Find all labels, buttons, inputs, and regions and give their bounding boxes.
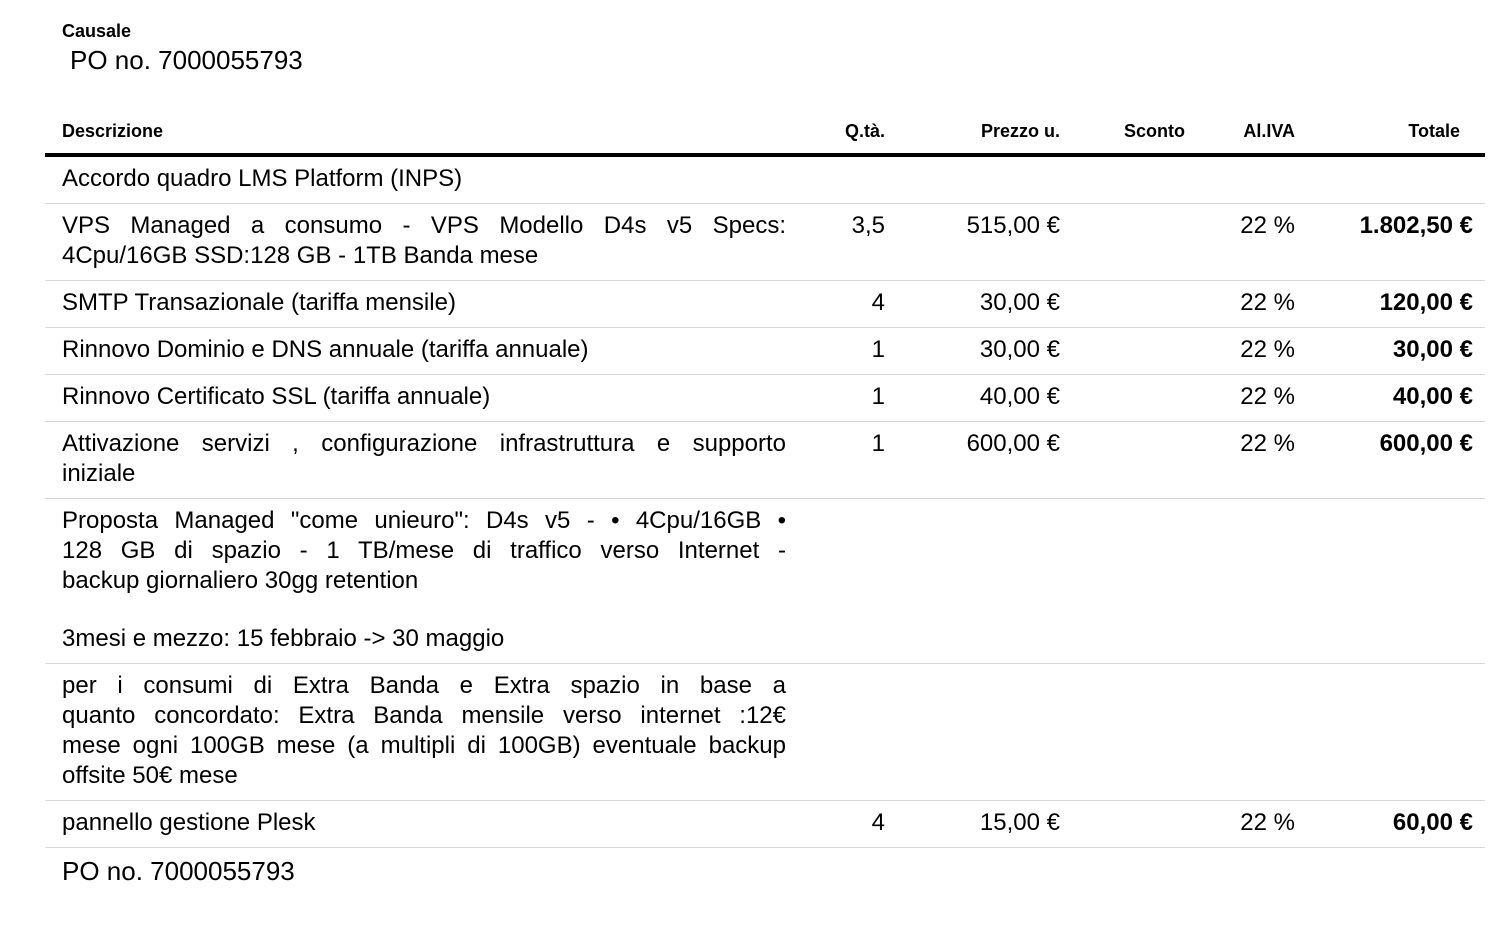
header-quantita: Q.tà. [844,121,885,141]
description-paragraph [62,382,786,412]
description-paragraph [62,624,786,654]
cell-descrizione [45,288,800,318]
cell-quantita: 1 [871,336,885,363]
description-line: pannello gestione Plesk [62,809,316,836]
description-paragraph [62,671,786,791]
description-paragraph [62,808,786,838]
causale-block [0,0,1496,76]
cell-aliquota-iva: 22 % [1240,212,1295,239]
description-line: mese ogni 100GB mese (a multipli di 100GB) eventuale backup [62,732,786,759]
cell-prezzo-unitario: 15,00 € [979,809,1060,836]
table-body [45,157,1485,848]
cell-descrizione [45,429,800,489]
header-aliquota-iva: Al.IVA [1243,121,1295,141]
cell-totale: 600,00 € [1379,430,1473,457]
cell-prezzo-unitario: 40,00 € [979,383,1060,410]
description-paragraph [62,506,786,596]
table-row [45,328,1485,375]
header-prezzo-unitario: Prezzo u. [980,121,1060,141]
cell-prezzo-unitario: 600,00 € [966,430,1060,457]
cell-quantita: 4 [871,289,885,316]
description-paragraph [62,211,786,271]
cell-totale: 60,00 € [1392,809,1473,836]
cell-quantita: 4 [871,809,885,836]
causale-po-number: PO no. 7000055793 [70,45,303,75]
cell-descrizione [45,808,800,838]
cell-quantita: 3,5 [851,212,885,239]
cell-totale: 120,00 € [1379,289,1473,316]
cell-descrizione [45,335,800,365]
table-row [45,157,1485,204]
description-line: per i consumi di Extra Banda e Extra spazio in base a [62,672,786,699]
description-line: 3mesi e mezzo: 15 febbraio -> 30 maggio [62,625,505,652]
description-line: Proposta Managed "come unieuro": D4s v5 - • 4Cpu/16GB • [62,507,786,534]
description-line: backup giornaliero 30gg retention [62,567,419,594]
description-paragraph [62,288,786,318]
description-paragraph [62,429,786,489]
description-line: VPS Managed a consumo - VPS Modello D4s v5 Specs: [62,212,786,239]
cell-descrizione [45,671,800,791]
cell-aliquota-iva: 22 % [1240,809,1295,836]
cell-quantita: 1 [871,383,885,410]
header-totale: Totale [1408,121,1460,141]
description-line: quanto concordato: Extra Banda mensile verso internet :12€ [62,702,786,729]
cell-aliquota-iva: 22 % [1240,336,1295,363]
cell-totale: 1.802,50 € [1359,212,1473,239]
table-row [45,499,1485,664]
header-descrizione: Descrizione [62,121,164,141]
cell-aliquota-iva: 22 % [1240,430,1295,457]
table-row [45,204,1485,281]
description-line: Accordo quadro LMS Platform (INPS) [62,165,463,192]
cell-prezzo-unitario: 515,00 € [966,212,1060,239]
cell-prezzo-unitario: 30,00 € [979,289,1060,316]
cell-totale: 40,00 € [1392,383,1473,410]
table-row [45,422,1485,499]
table-row [45,664,1485,801]
cell-quantita: 1 [871,430,885,457]
cell-totale: 30,00 € [1392,336,1473,363]
description-line: iniziale [62,460,136,487]
description-line: Attivazione servizi , configurazione infrastruttura e supporto [62,430,786,457]
description-line: Rinnovo Dominio e DNS annuale (tariffa annuale) [62,336,589,363]
cell-descrizione [45,382,800,412]
table-row [45,375,1485,422]
cell-descrizione [45,164,800,194]
line-items-table [45,121,1485,848]
table-row [45,281,1485,328]
cell-descrizione [45,211,800,271]
description-paragraph [62,164,786,194]
footer-po-number: PO no. 7000055793 [62,856,295,886]
description-line: SMTP Transazionale (tariffa mensile) [62,289,456,316]
cell-aliquota-iva: 22 % [1240,289,1295,316]
table-header-row [45,121,1485,153]
header-sconto: Sconto [1124,121,1185,141]
description-line: 4Cpu/16GB SSD:128 GB - 1TB Banda mese [62,242,539,269]
description-line: Rinnovo Certificato SSL (tariffa annuale) [62,383,491,410]
table-row [45,801,1485,848]
causale-label: Causale [62,21,132,41]
cell-aliquota-iva: 22 % [1240,383,1295,410]
description-line: 128 GB di spazio - 1 TB/mese di traffico verso Internet - [62,537,786,564]
description-paragraph [62,335,786,365]
cell-descrizione [45,506,800,654]
description-line: offsite 50€ mese [62,762,238,789]
cell-prezzo-unitario: 30,00 € [979,336,1060,363]
